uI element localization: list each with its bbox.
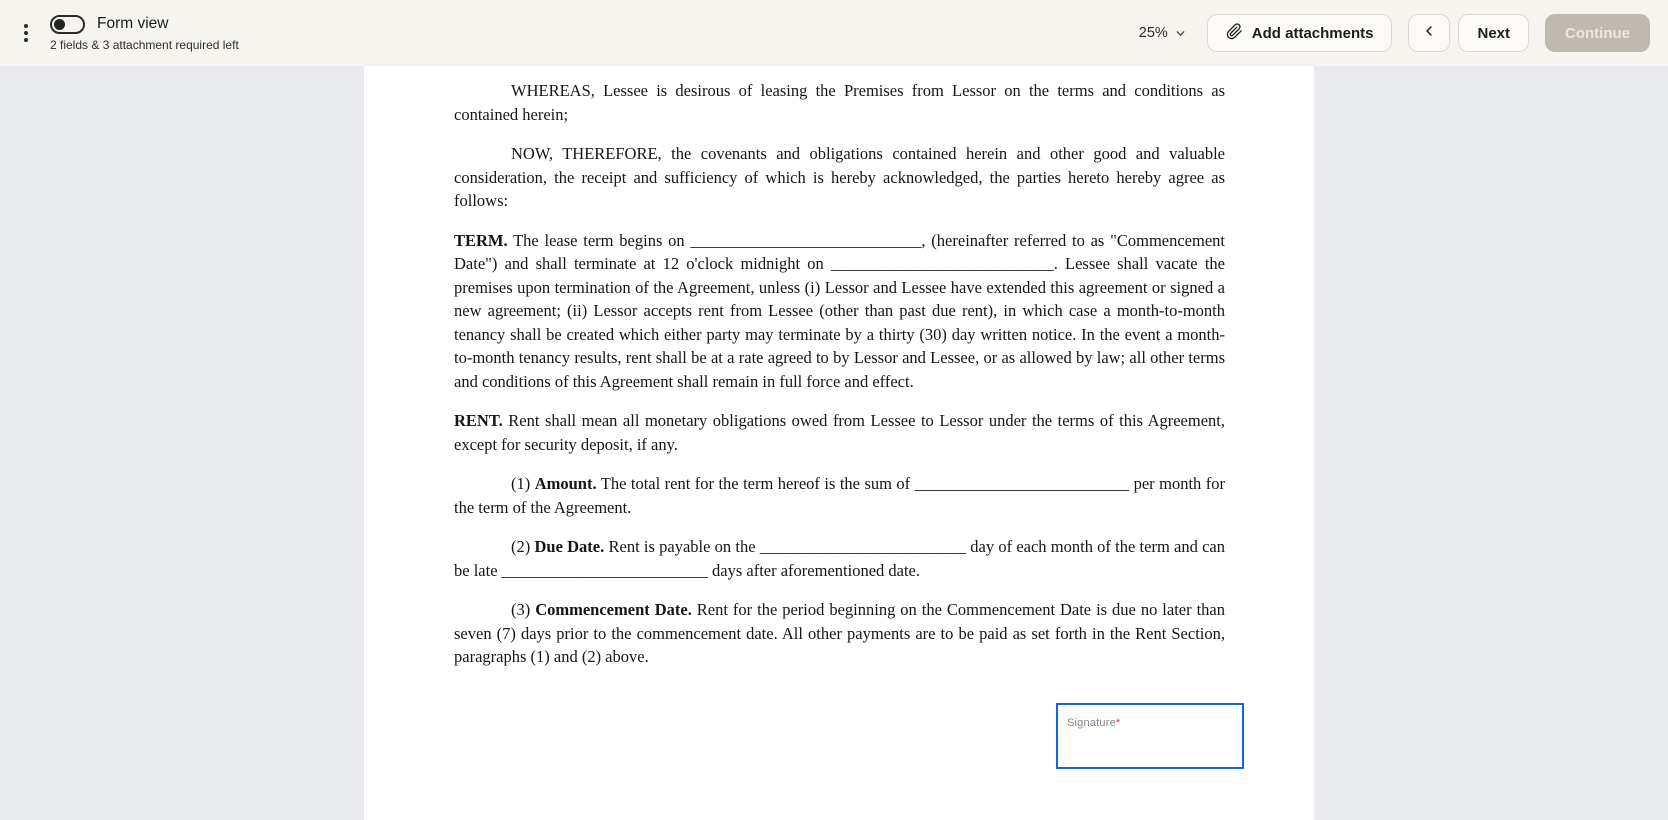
form-view-toggle[interactable] (50, 15, 85, 34)
paragraph-text: (1) (511, 474, 535, 493)
paragraph-text: The total rent for the term hereof is the sum of __________________________ per month for the term of the Agreement. (454, 474, 1225, 517)
document-canvas (0, 66, 1668, 820)
add-attachments-label: Add attachments (1251, 24, 1374, 42)
chevron-left-icon (1421, 23, 1437, 43)
required-fields-status: 2 fields & 3 attachment required left (50, 37, 239, 52)
document-paragraph (454, 598, 1225, 669)
paragraph-lead-bold: TERM. (454, 230, 508, 250)
paragraph-text: WHEREAS, Lessee is desirous of leasing the Premises from Lessor on the terms and conditions as contained herein; (454, 81, 1225, 124)
document-paragraph (454, 142, 1225, 213)
paragraph-lead-bold: Commencement Date. (535, 600, 692, 619)
paragraph-text: The lease term begins on ____________________________, (hereinafter referred to as "Commencement Date") and shall terminate at 12 o'clock midnight on ___________________________. Lessee shall vacate the premises upon termination of the Agreement, unless (i) Lessor and Lessee have extended this agreement or signed a new agreement; (ii) Lessor accepts rent from Lessee (other than past due rent), in which case a month-to-month tenancy shall be created which either party may terminate by a thirty (30) day written notice. In the event a month-to-month tenancy results, rent shall be at a rate agreed to by Lessor and Lessee, or as allowed by law; all other terms and conditions of this Agreement shall remain in full force and effect. (454, 230, 1225, 391)
previous-button[interactable] (1408, 14, 1450, 52)
kebab-menu-icon[interactable] (18, 20, 34, 46)
paragraph-lead-bold: Due Date. (534, 537, 605, 556)
document-paragraph (454, 229, 1225, 394)
form-view-group (50, 15, 239, 52)
paragraph-text: Rent for the period beginning on the Commencement Date is due no later than seven (7) days prior to the commencement date. All other payments are to be paid as set forth in the Rent Section, paragraphs (1) and (2) above. (454, 600, 1225, 666)
continue-button[interactable]: Continue (1545, 14, 1650, 52)
toggle-knob-icon (54, 19, 65, 30)
paragraph-text: (3) (511, 600, 536, 619)
paragraph-text: (2) (511, 537, 535, 556)
document-paragraph (454, 535, 1225, 582)
paragraph-lead-bold: Amount. (534, 474, 597, 493)
required-asterisk: * (1115, 717, 1121, 729)
paragraph-lead-bold: RENT. (454, 411, 503, 430)
zoom-level-control[interactable] (1139, 25, 1187, 41)
signature-label-text: Signature (1067, 717, 1116, 729)
add-attachments-button[interactable] (1207, 14, 1393, 52)
paperclip-icon (1226, 23, 1243, 44)
document-paragraph (454, 409, 1225, 456)
form-view-label: Form view (97, 15, 169, 32)
signature-field-label (1067, 717, 1120, 729)
chevron-down-icon (1174, 27, 1187, 40)
document-page (364, 66, 1314, 820)
document-paragraph (454, 472, 1225, 519)
toolbar (0, 0, 1668, 66)
signature-field[interactable] (1056, 703, 1244, 769)
document-paragraph (454, 79, 1225, 126)
zoom-level-value: 25% (1138, 25, 1168, 41)
paragraph-text: Rent is payable on the _________________________ day of each month of the term and can be late _________________________ days after aforementioned date. (454, 537, 1225, 580)
paragraph-text: NOW, THEREFORE, the covenants and obligations contained herein and other good and valuable consideration, the receipt and sufficiency of which is hereby acknowledged, the parties hereto hereby agree as follows: (454, 144, 1225, 210)
document-paragraphs (454, 79, 1225, 669)
paragraph-text: Rent shall mean all monetary obligations owed from Lessee to Lessor under the terms of this Agreement, except for security deposit, if any. (454, 411, 1225, 454)
next-button[interactable]: Next (1458, 14, 1529, 52)
